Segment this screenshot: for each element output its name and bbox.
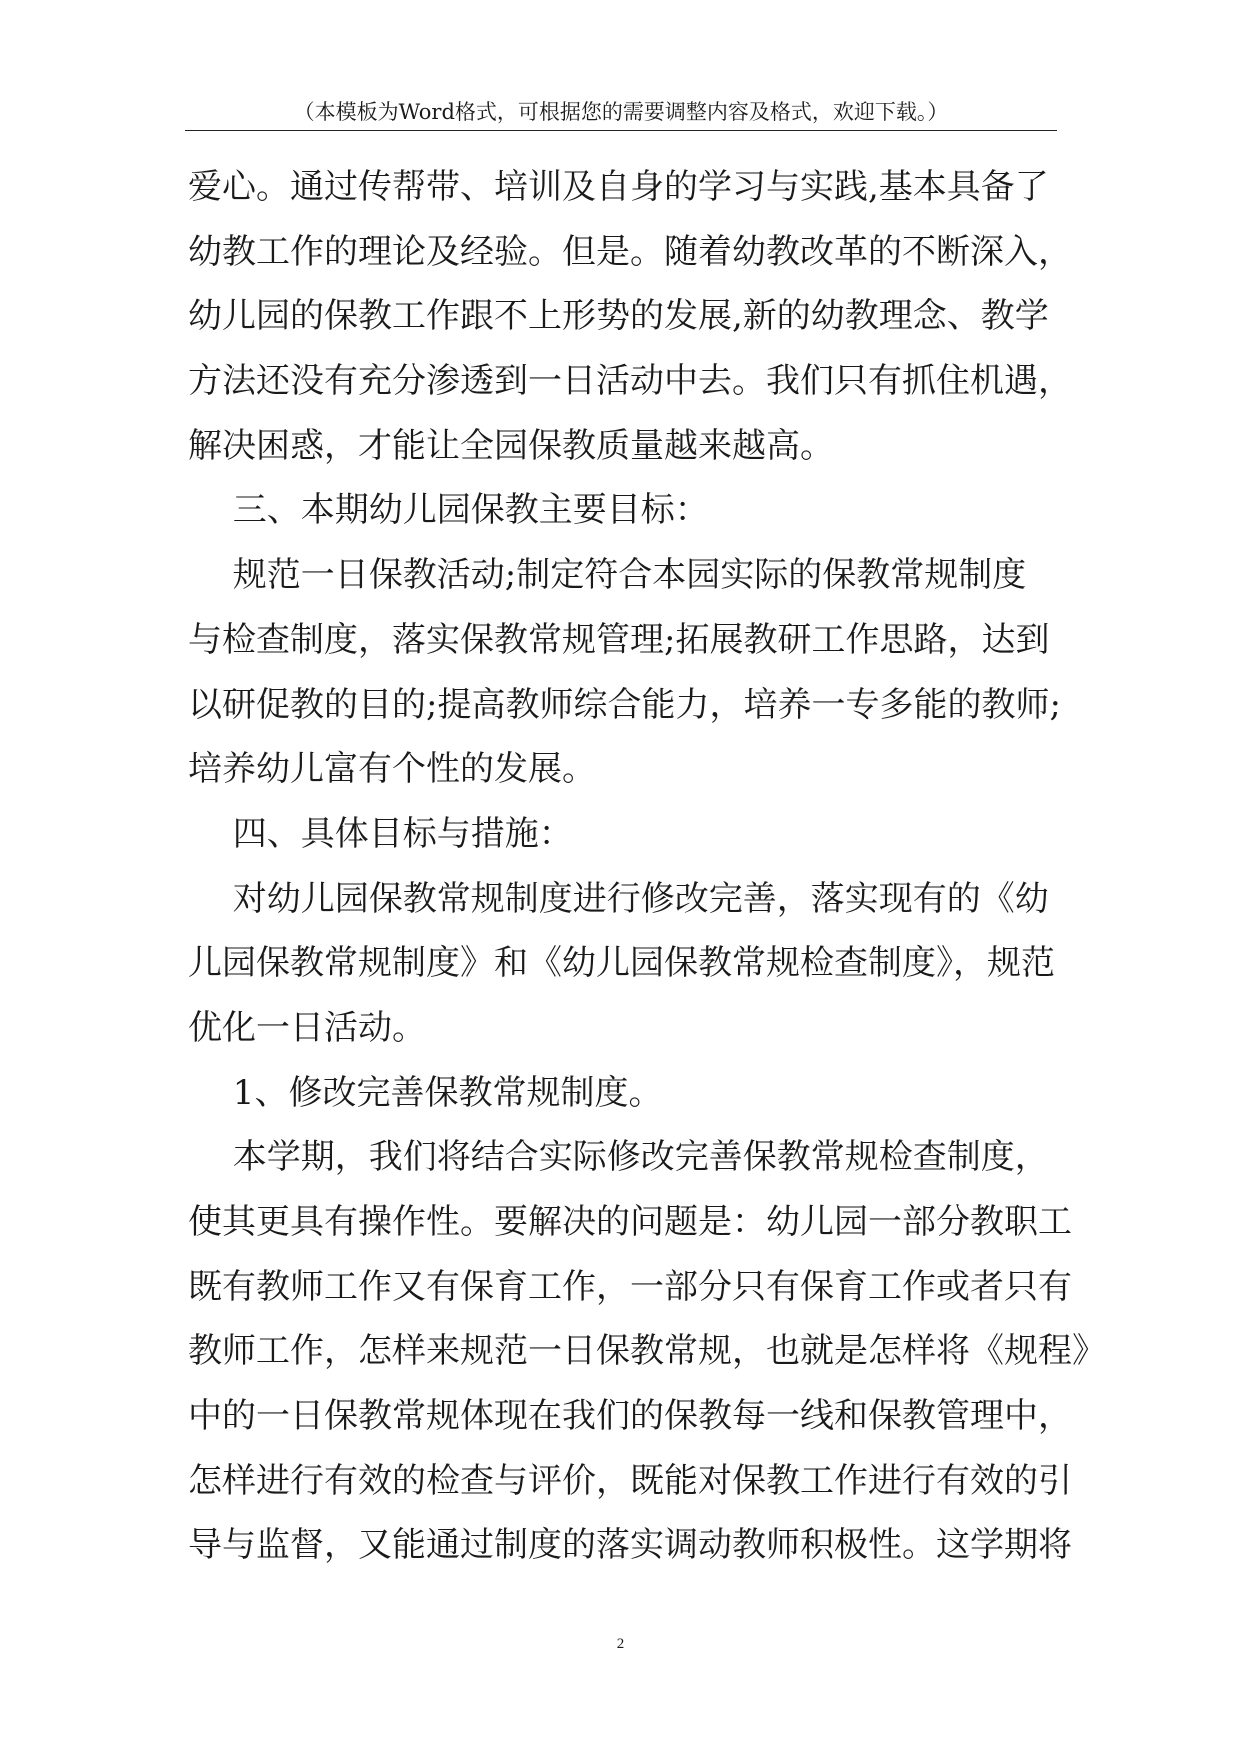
- body-line: 幼教工作的理论及经验。但是。随着幼教改革的不断深入，: [188, 231, 1072, 272]
- page-number: 2: [616, 1636, 625, 1652]
- page-header: [185, 100, 1057, 131]
- body-line: 使其更具有操作性。要解决的问题是：幼儿园一部分教职工: [188, 1202, 1072, 1242]
- body-line: 规范一日保教活动;制定符合本园实际的保教常规制度: [188, 555, 1027, 596]
- body-line: 本学期，我们将结合实际修改完善保教常规检查制度，: [188, 1137, 1049, 1178]
- body-line: 中的一日保教常规体现在我们的保教每一线和保教管理中，: [188, 1396, 1072, 1437]
- body-line: 优化一日活动。: [188, 1007, 426, 1048]
- section-heading: 三、本期幼儿园保教主要目标：: [188, 490, 709, 531]
- body-line: 怎样进行有效的检查与评价，既能对保教工作进行有效的引: [188, 1460, 1072, 1501]
- body-line: 幼儿园的保教工作跟不上形势的发展,新的幼教理念、教学: [188, 296, 1049, 337]
- body-line: 儿园保教常规制度》和《幼儿园保教常规检查制度》，规范: [188, 943, 1055, 984]
- body-line: 与检查制度，落实保教常规管理;拓展教研工作思路，达到: [188, 619, 1050, 660]
- document-body: [188, 162, 1106, 1585]
- body-line: 方法还没有充分渗透到一日活动中去。我们只有抓住机遇，: [188, 361, 1072, 402]
- section-heading: 四、具体目标与措施：: [188, 813, 573, 854]
- body-line: 解决困惑，才能让全园保教质量越来越高。: [188, 425, 834, 466]
- body-line: 既有教师工作又有保育工作，一部分只有保育工作或者只有: [188, 1266, 1072, 1307]
- body-line: 培养幼儿富有个性的发展。: [188, 749, 596, 790]
- body-line: 以研促教的目的;提高教师综合能力，培养一专多能的教师;: [188, 684, 1061, 725]
- body-line: 导与监督，又能通过制度的落实调动教师积极性。这学期将: [188, 1525, 1072, 1566]
- body-line: 爱心。通过传帮带、培训及自身的学习与实践,基本具备了: [188, 167, 1049, 207]
- header-text: （本模板为Word格式，可根据您的需要调整内容及格式，欢迎下载。）: [293, 100, 949, 124]
- body-line: 对幼儿园保教常规制度进行修改完善，落实现有的《幼: [188, 878, 1049, 919]
- subsection-heading: 1、修改完善保教常规制度。: [188, 1072, 663, 1113]
- body-line: 教师工作，怎样来规范一日保教常规，也就是怎样将《规程》: [188, 1331, 1106, 1372]
